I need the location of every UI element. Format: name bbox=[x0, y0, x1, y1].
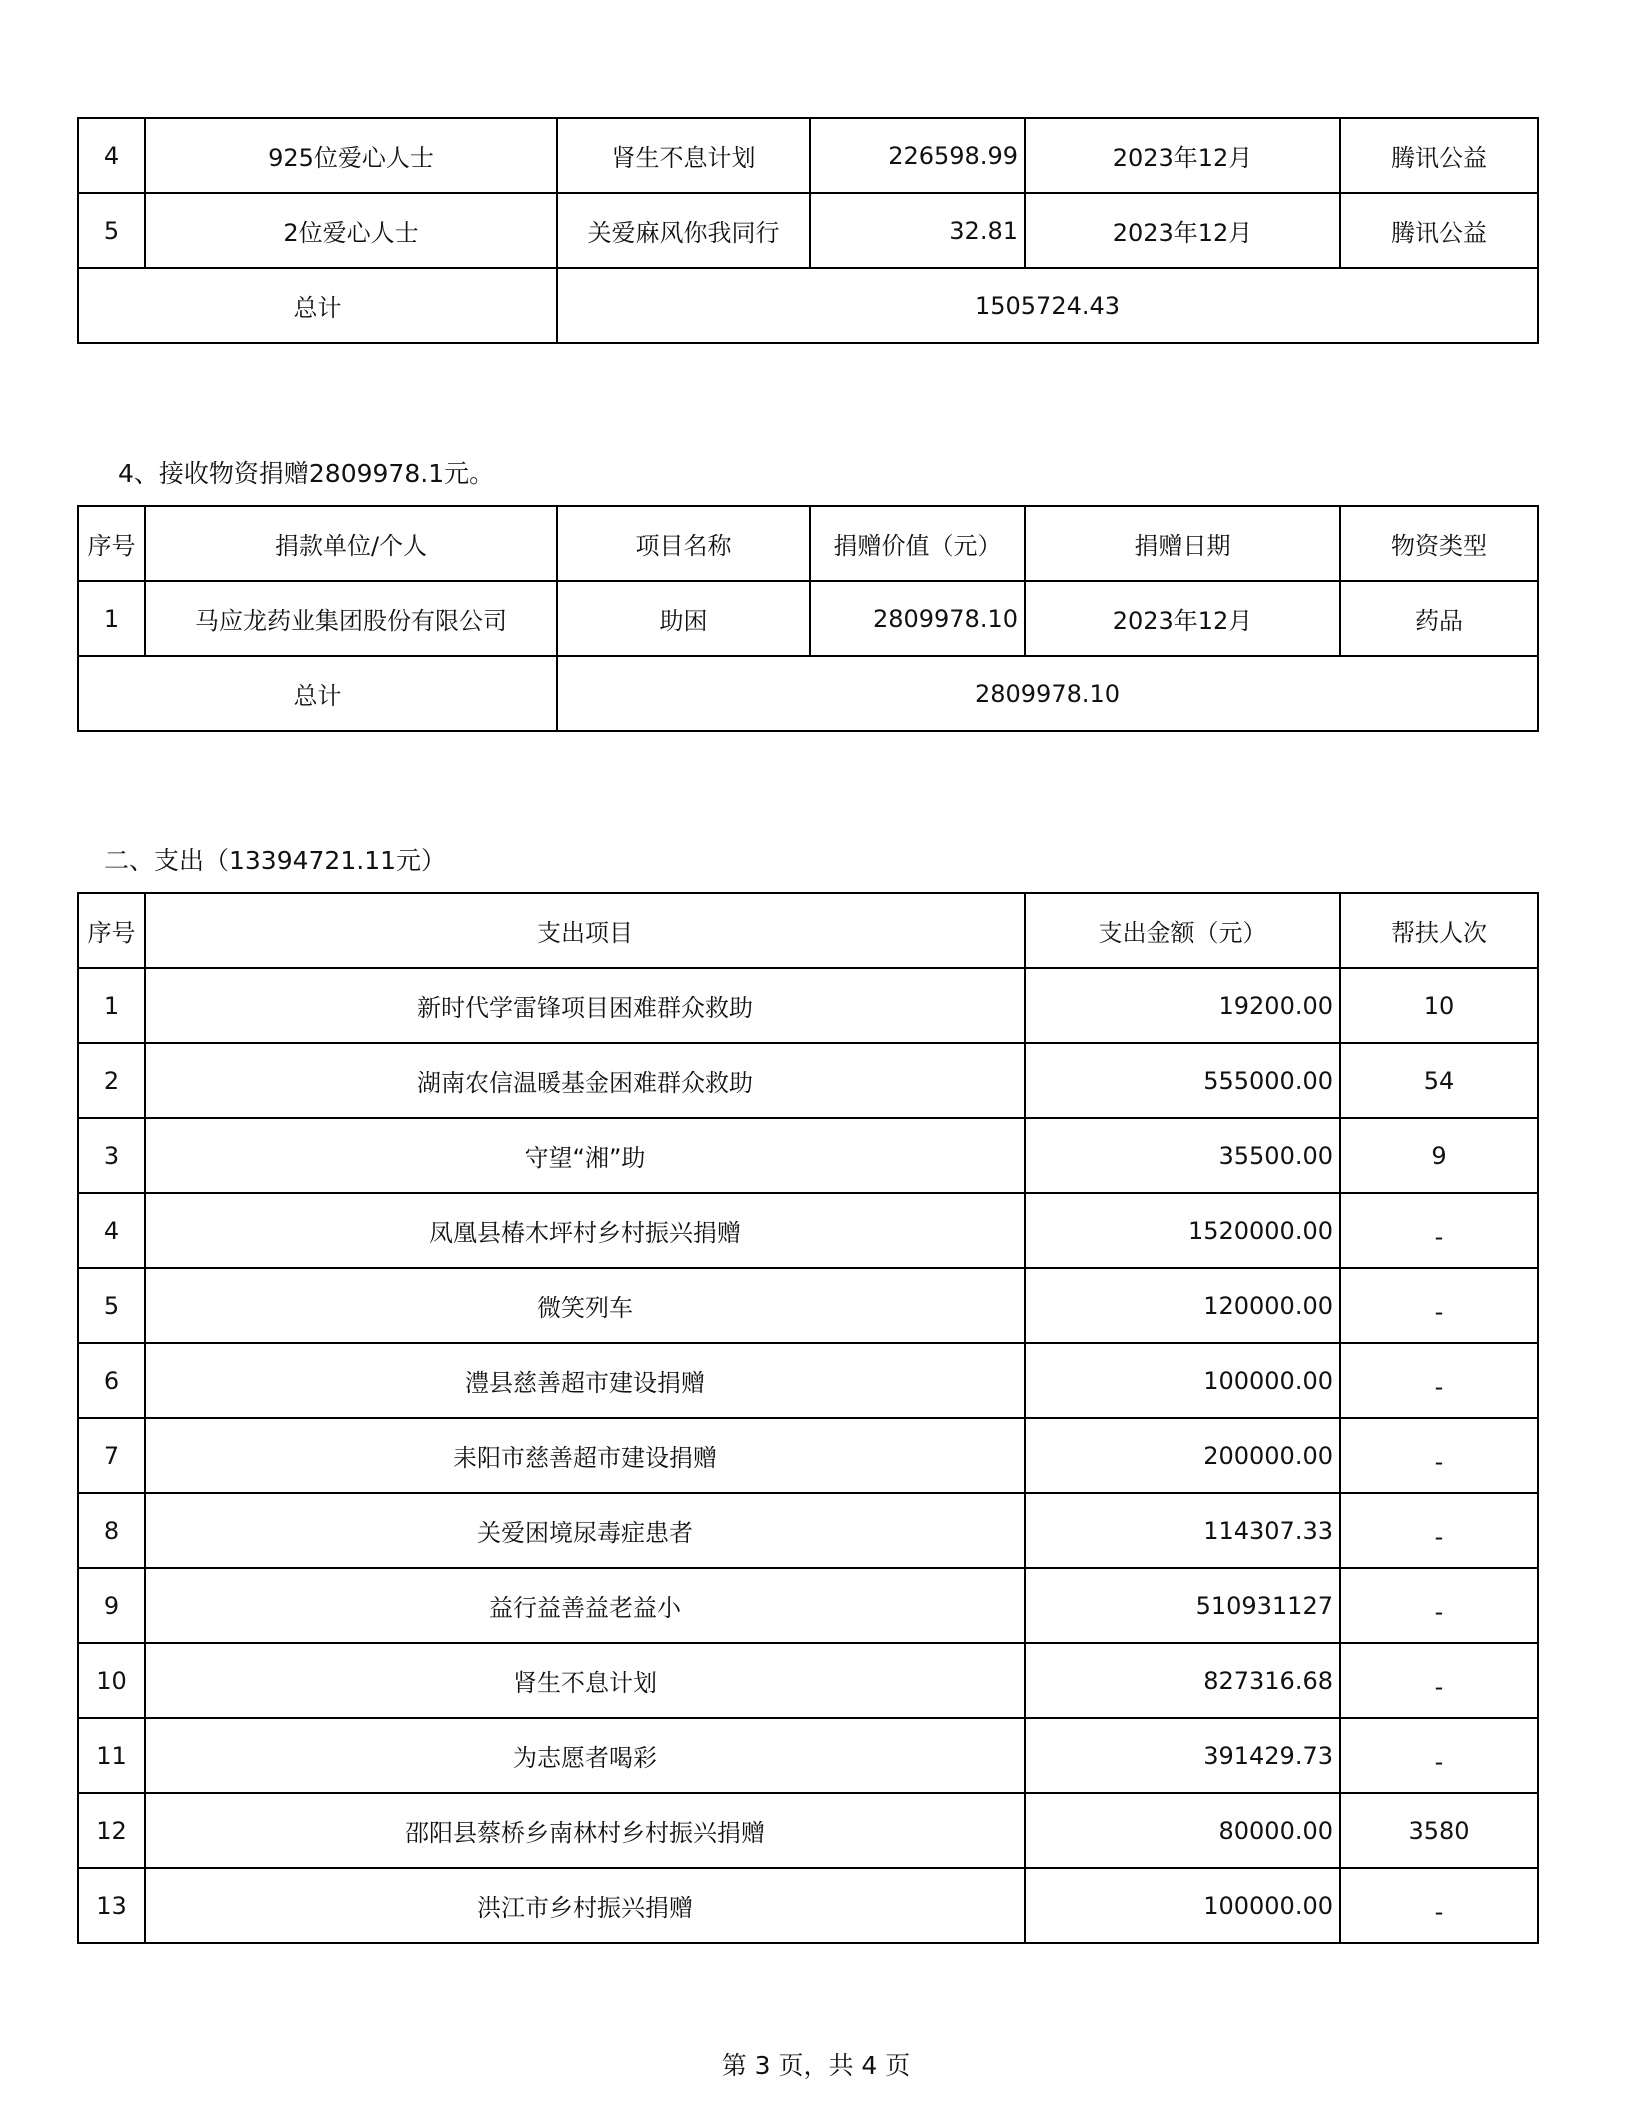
total-label: 总计 bbox=[78, 268, 557, 343]
header-date: 捐赠日期 bbox=[1025, 506, 1340, 581]
cell-item: 湖南农信温暖基金困难群众救助 bbox=[145, 1043, 1025, 1118]
cell-donor: 马应龙药业集团股份有限公司 bbox=[145, 581, 557, 656]
table-row bbox=[78, 1118, 1538, 1193]
cell-date: 2023年12月 bbox=[1025, 581, 1340, 656]
cell-amount: 32.81 bbox=[810, 193, 1025, 268]
cell-no: 4 bbox=[78, 118, 145, 193]
cell-amount: 100000.00 bbox=[1025, 1868, 1340, 1943]
total-value: 2809978.10 bbox=[557, 656, 1538, 731]
header-project: 项目名称 bbox=[557, 506, 810, 581]
header-type: 物资类型 bbox=[1340, 506, 1538, 581]
header-people: 帮扶人次 bbox=[1340, 893, 1538, 968]
cell-donor: 2位爱心人士 bbox=[145, 193, 557, 268]
total-value: 1505724.43 bbox=[557, 268, 1538, 343]
cell-people: - bbox=[1340, 1418, 1538, 1493]
cell-no: 12 bbox=[78, 1793, 145, 1868]
cell-date: 2023年12月 bbox=[1025, 193, 1340, 268]
header-value: 捐赠价值（元） bbox=[810, 506, 1025, 581]
cell-item: 凤凰县椿木坪村乡村振兴捐赠 bbox=[145, 1193, 1025, 1268]
table-row bbox=[78, 1418, 1538, 1493]
cell-people: - bbox=[1340, 1868, 1538, 1943]
expenditure-table bbox=[77, 892, 1539, 1944]
cell-amount: 391429.73 bbox=[1025, 1718, 1340, 1793]
cell-channel: 腾讯公益 bbox=[1340, 118, 1538, 193]
cell-amount: 1520000.00 bbox=[1025, 1193, 1340, 1268]
cell-no: 6 bbox=[78, 1343, 145, 1418]
cell-people: 54 bbox=[1340, 1043, 1538, 1118]
header-no: 序号 bbox=[78, 506, 145, 581]
total-label: 总计 bbox=[78, 656, 557, 731]
cell-amount: 80000.00 bbox=[1025, 1793, 1340, 1868]
table-row bbox=[78, 1193, 1538, 1268]
table-row bbox=[78, 968, 1538, 1043]
table-header-row bbox=[78, 893, 1538, 968]
table-row bbox=[78, 1568, 1538, 1643]
cell-item: 耒阳市慈善超市建设捐赠 bbox=[145, 1418, 1025, 1493]
header-item: 支出项目 bbox=[145, 893, 1025, 968]
cell-people: - bbox=[1340, 1718, 1538, 1793]
table-row bbox=[78, 193, 1538, 268]
cell-no: 4 bbox=[78, 1193, 145, 1268]
cell-no: 5 bbox=[78, 1268, 145, 1343]
table-row bbox=[78, 581, 1538, 656]
donation-table-continued bbox=[77, 117, 1539, 344]
cell-channel: 腾讯公益 bbox=[1340, 193, 1538, 268]
table-header-row bbox=[78, 506, 1538, 581]
cell-no: 10 bbox=[78, 1643, 145, 1718]
cell-people: - bbox=[1340, 1193, 1538, 1268]
cell-no: 11 bbox=[78, 1718, 145, 1793]
cell-type: 药品 bbox=[1340, 581, 1538, 656]
cell-value: 2809978.10 bbox=[810, 581, 1025, 656]
cell-people: - bbox=[1340, 1493, 1538, 1568]
header-no: 序号 bbox=[78, 893, 145, 968]
table-row bbox=[78, 1793, 1538, 1868]
cell-amount: 19200.00 bbox=[1025, 968, 1340, 1043]
cell-item: 益行益善益老益小 bbox=[145, 1568, 1025, 1643]
table-row bbox=[78, 1268, 1538, 1343]
cell-no: 1 bbox=[78, 581, 145, 656]
cell-amount: 226598.99 bbox=[810, 118, 1025, 193]
cell-date: 2023年12月 bbox=[1025, 118, 1340, 193]
header-donor: 捐款单位/个人 bbox=[145, 506, 557, 581]
header-amount: 支出金额（元） bbox=[1025, 893, 1340, 968]
material-donation-table bbox=[77, 505, 1539, 732]
cell-people: 9 bbox=[1340, 1118, 1538, 1193]
cell-amount: 827316.68 bbox=[1025, 1643, 1340, 1718]
table-row bbox=[78, 118, 1538, 193]
cell-item: 邵阳县蔡桥乡南林村乡村振兴捐赠 bbox=[145, 1793, 1025, 1868]
cell-amount: 114307.33 bbox=[1025, 1493, 1340, 1568]
table-row bbox=[78, 1718, 1538, 1793]
cell-item: 肾生不息计划 bbox=[145, 1643, 1025, 1718]
cell-no: 1 bbox=[78, 968, 145, 1043]
cell-no: 13 bbox=[78, 1868, 145, 1943]
cell-no: 5 bbox=[78, 193, 145, 268]
cell-people: - bbox=[1340, 1568, 1538, 1643]
cell-people: - bbox=[1340, 1343, 1538, 1418]
cell-people: - bbox=[1340, 1643, 1538, 1718]
section2-heading: 二、支出（13394721.11元） bbox=[104, 846, 447, 875]
cell-no: 3 bbox=[78, 1118, 145, 1193]
cell-no: 9 bbox=[78, 1568, 145, 1643]
cell-amount: 35500.00 bbox=[1025, 1118, 1340, 1193]
cell-people: 3580 bbox=[1340, 1793, 1538, 1868]
cell-people: - bbox=[1340, 1268, 1538, 1343]
cell-amount: 100000.00 bbox=[1025, 1343, 1340, 1418]
cell-item: 新时代学雷锋项目困难群众救助 bbox=[145, 968, 1025, 1043]
cell-item: 关爱困境尿毒症患者 bbox=[145, 1493, 1025, 1568]
cell-no: 7 bbox=[78, 1418, 145, 1493]
cell-item: 守望“湘”助 bbox=[145, 1118, 1025, 1193]
cell-people: 10 bbox=[1340, 968, 1538, 1043]
cell-project: 助困 bbox=[557, 581, 810, 656]
cell-item: 澧县慈善超市建设捐赠 bbox=[145, 1343, 1025, 1418]
table-row bbox=[78, 1493, 1538, 1568]
cell-amount: 200000.00 bbox=[1025, 1418, 1340, 1493]
total-row bbox=[78, 656, 1538, 731]
cell-no: 8 bbox=[78, 1493, 145, 1568]
table-row bbox=[78, 1643, 1538, 1718]
cell-amount: 120000.00 bbox=[1025, 1268, 1340, 1343]
section4-heading: 4、接收物资捐赠2809978.1元。 bbox=[118, 459, 495, 488]
total-row bbox=[78, 268, 1538, 343]
cell-donor: 925位爱心人士 bbox=[145, 118, 557, 193]
cell-project: 关爱麻风你我同行 bbox=[557, 193, 810, 268]
cell-amount: 510931127 bbox=[1025, 1568, 1340, 1643]
table-row bbox=[78, 1043, 1538, 1118]
cell-no: 2 bbox=[78, 1043, 145, 1118]
page-footer: 第 3 页，共 4 页 bbox=[721, 2051, 911, 2080]
cell-item: 微笑列车 bbox=[145, 1268, 1025, 1343]
cell-item: 洪江市乡村振兴捐赠 bbox=[145, 1868, 1025, 1943]
table-row bbox=[78, 1343, 1538, 1418]
cell-project: 肾生不息计划 bbox=[557, 118, 810, 193]
table-row bbox=[78, 1868, 1538, 1943]
cell-item: 为志愿者喝彩 bbox=[145, 1718, 1025, 1793]
cell-amount: 555000.00 bbox=[1025, 1043, 1340, 1118]
